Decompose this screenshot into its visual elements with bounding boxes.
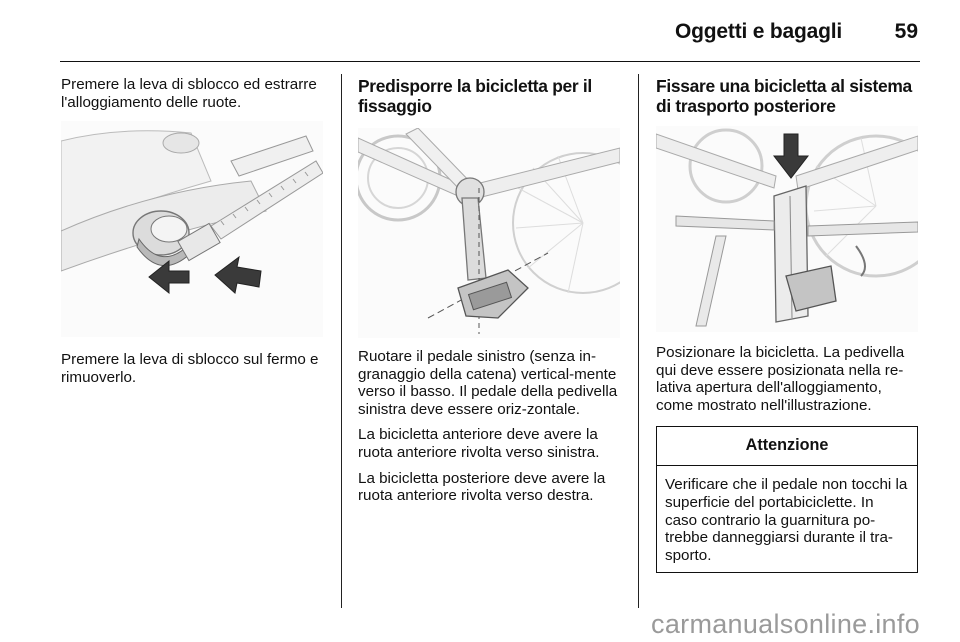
warning-box [656,426,918,573]
col3-heading: Fissare una bicicletta al sistema di trasporto posteriore [656,76,912,116]
bike-mounting-illustration [656,126,918,332]
col2-paragraph-1: Ruotare il pedale sinistro (senza in-granaggio della catena) vertical-mente verso il basso. Il pedale della pedivella sinistra deve essere oriz-zontale. [358,348,618,418]
pedal-crank-illustration [358,128,620,338]
wheel-housing-illustration [61,121,323,337]
col3-paragraph-1: Posizionare la bicicletta. La pedivella qui deve essere posizionata nella re-lativa apertura dell'alloggiamento, come mostrato nell'illustrazione. [656,344,905,414]
col2-paragraph-3: La bicicletta posteriore deve avere la ruota anteriore rivolta verso destra. [358,469,606,505]
column-3 [656,76,918,573]
col2-paragraph-2: La bicicletta anteriore deve avere la ruota anteriore rivolta verso sinistra. [358,426,600,461]
watermark: carmanualsonline.info [651,609,920,639]
page-number: 59 [894,20,918,43]
column-1 [61,76,323,386]
col1-paragraph-2: Premere la leva di sblocco sul fermo e rimuoverlo. [61,351,319,386]
column-divider-1 [341,74,342,608]
warning-body: Verificare che il pedale non tocchi la superficie del portabiciclette. In caso contrario la guarnitura po-trebbe danneggiarsi durante il tra-sporto. [665,476,908,564]
col2-heading: Predisporre la bicicletta per il fissaggio [358,76,592,116]
column-2 [358,76,620,505]
page-header-title: Oggetti e bagagli [675,20,842,43]
header-rule [60,61,920,62]
warning-title: Attenzione [657,427,917,466]
column-divider-2 [638,74,639,608]
col1-paragraph-1: Premere la leva di sblocco ed estrarre l'alloggiamento delle ruote. [61,76,317,111]
